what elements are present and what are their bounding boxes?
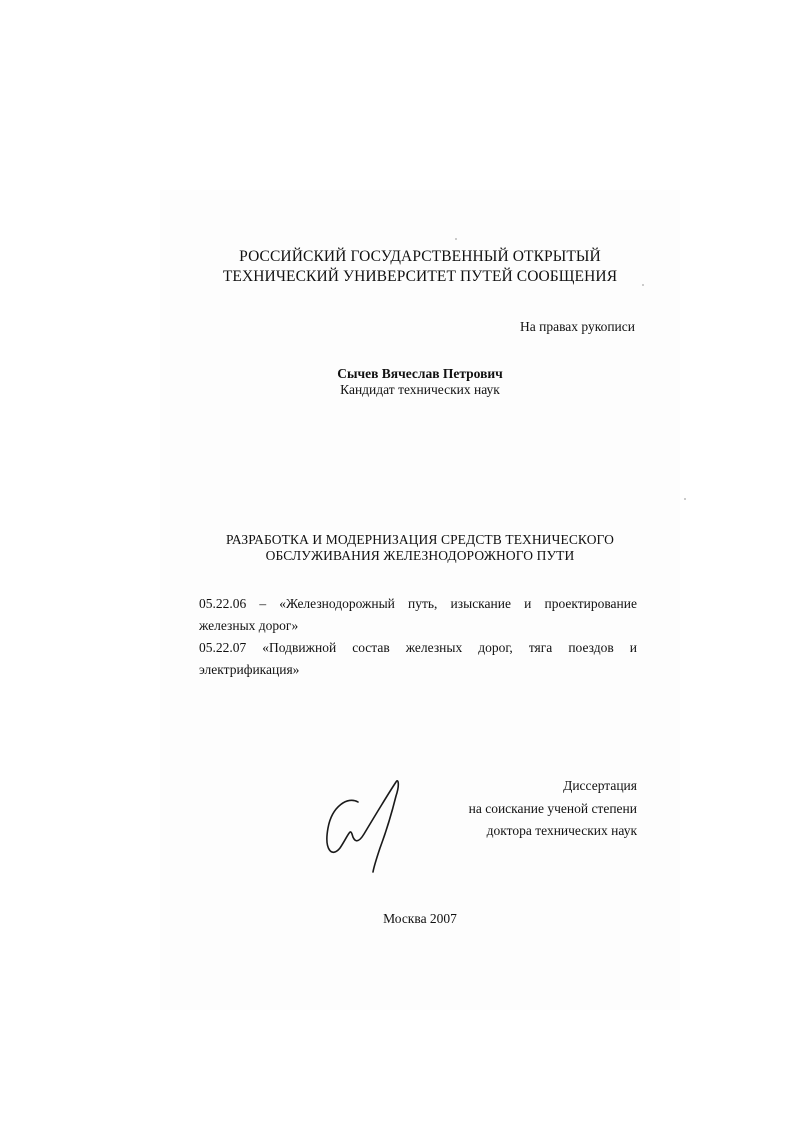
author-name: Сычев Вячеслав Петрович [337,366,503,381]
author-degree: Кандидат технических наук [340,382,500,397]
university-line-2: ТЕХНИЧЕСКИЙ УНИВЕРСИТЕТ ПУТЕЙ СООБЩЕНИЯ [222,268,618,285]
university-line-1: РОССИЙСКИЙ ГОСУДАРСТВЕННЫЙ ОТКРЫТЫЙ [239,248,601,265]
dissertation-title [160,532,680,564]
scan-speck [642,284,644,286]
scan-speck [455,238,457,240]
dissertation-block [469,775,637,843]
dissertation-line-2: на соискание ученой степени [468,800,637,816]
signature-icon [318,776,418,876]
specialty-1: 05.22.06 – «Железнодорожный путь, изыскание и проектирование железных дорог» [199,596,637,633]
scan-speck [684,498,686,500]
author-block [160,366,680,398]
city-year: Москва 2007 [383,911,457,926]
university-name [160,247,680,287]
specialty-2: 05.22.07 «Подвижной состав железных дорог, тяга поездов и электрификация» [199,640,637,677]
manuscript-rights: На правах рукописи [519,319,635,334]
title-line-2: ОБСЛУЖИВАНИЯ ЖЕЛЕЗНОДОРОЖНОГО ПУТИ [265,548,575,563]
dissertation-line-1: Диссертация [563,778,637,793]
dissertation-line-3: доктора технических наук [486,823,637,838]
title-line-1: РАЗРАБОТКА И МОДЕРНИЗАЦИЯ СРЕДСТВ ТЕХНИЧЕСКОГО [226,532,614,547]
